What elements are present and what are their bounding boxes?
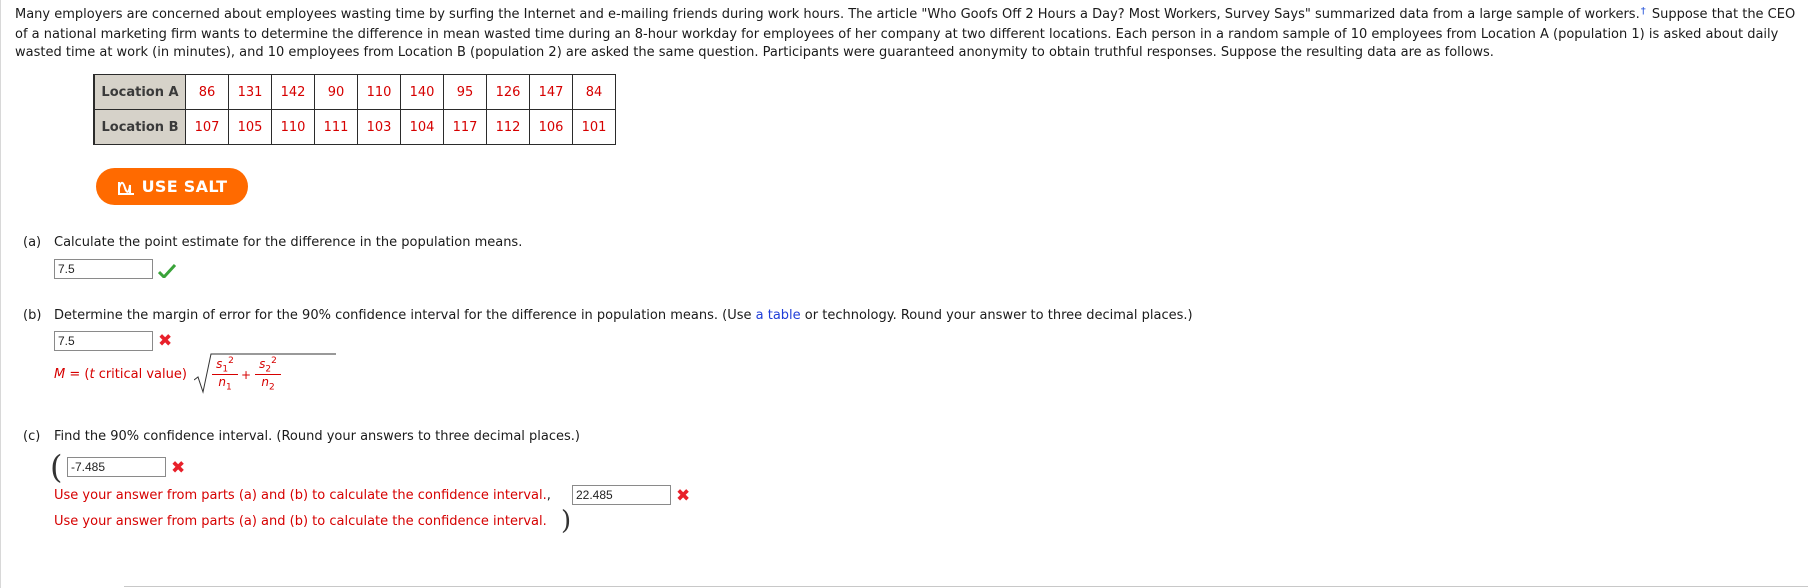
part-c-label: (c) [23,429,41,444]
part-a-label: (a) [23,235,42,250]
table-cell: 107 [186,110,229,145]
part-c-question: Find the 90% confidence interval. (Round your answers to three decimal places.) [54,429,580,444]
part-a-question: Calculate the point estimate for the difference in the population means. [54,235,523,250]
table-cell: 112 [487,110,530,145]
row-header: Location B [94,110,186,145]
table-cell: 142 [272,75,315,110]
ci-lower-answer-input[interactable]: -7.485 [67,457,166,477]
table-cell: 84 [573,75,616,110]
part-b-question-end: or technology. Round your answer to three decimal places.) [800,308,1193,323]
row-header: Location A [94,75,186,110]
data-table [93,74,616,145]
table-cell: 106 [530,110,573,145]
table-cell: 104 [401,110,444,145]
bottom-divider [124,586,1808,587]
fraction-s2-n2: $\frac{s_2^2}{n_2}$ [255,356,281,393]
table-cell: 90 [315,75,358,110]
table-cell: 110 [358,75,401,110]
problem-intro [15,6,1800,63]
table-cell: 101 [573,110,616,145]
ci-upper-answer-input[interactable]: 22.485 [572,485,671,505]
table-row [94,110,616,145]
part-a-answer-input[interactable]: 7.5 [54,259,153,279]
table-cell: 117 [444,110,487,145]
intro-text-start: Many employers are concerned about employees wasting time by surfing the Internet and e-mailing friends during work hours. The article "Who Goofs Off 2 Hours a Day? Most Workers, Survey Says" summarized data from a large sample of workers. [15,7,1640,22]
use-salt-label: USE SALT [141,177,228,196]
intro-text-end: Suppose that the CEO of a national marketing firm wants to determine the difference in mean wasted time during an 8-hour workday for employees of her company at two different locations. Each person in a random sample of 10 employees from Location A (population 1) is asked about daily wasted time at work (in minutes), and 10 employees from Location B (population 2) are asked the same question. Participants were guaranteed anonymity to obtain truthful responses. Suppose the resulting data are as follows. [15,7,1796,60]
interval-open-paren: ( [50,448,63,486]
table-cell: 111 [315,110,358,145]
interval-close-paren: ) [561,506,572,536]
table-cell: 147 [530,75,573,110]
formula-plus: + [241,368,252,382]
table-cell: 103 [358,110,401,145]
incorrect-x-icon: ✖ [158,331,173,351]
fraction-s1-n1: $\frac{s_1^2}{n_1}$ [212,356,238,393]
interval-separator: , [546,488,551,503]
part-b-answer-input[interactable]: 7.5 [54,331,153,351]
part-b-label: (b) [23,308,42,323]
salt-chart-icon [117,179,135,195]
ci-upper-feedback: Use your answer from parts (a) and (b) to calculate the confidence interval. [54,514,547,529]
table-cell: 110 [272,110,315,145]
formula-lhs: M = (t critical value) [54,367,187,382]
use-salt-button[interactable] [96,168,248,205]
part-b-question-start: Determine the margin of error for the 90% confidence interval for the difference in population means. (Use [54,308,756,323]
table-cell: 131 [229,75,272,110]
incorrect-x-icon: ✖ [676,486,691,506]
footnote-dagger-link[interactable]: † [1640,6,1646,17]
left-border [0,0,1,588]
table-cell: 140 [401,75,444,110]
table-cell: 86 [186,75,229,110]
incorrect-x-icon: ✖ [171,458,186,478]
table-cell: 95 [444,75,487,110]
correct-check-icon [158,264,176,278]
table-row [94,75,616,110]
table-cell: 105 [229,110,272,145]
table-cell: 126 [487,75,530,110]
ci-lower-feedback: Use your answer from parts (a) and (b) to calculate the confidence interval., [54,488,551,503]
table-link[interactable]: a table [755,308,801,323]
part-b-question [54,308,1193,323]
